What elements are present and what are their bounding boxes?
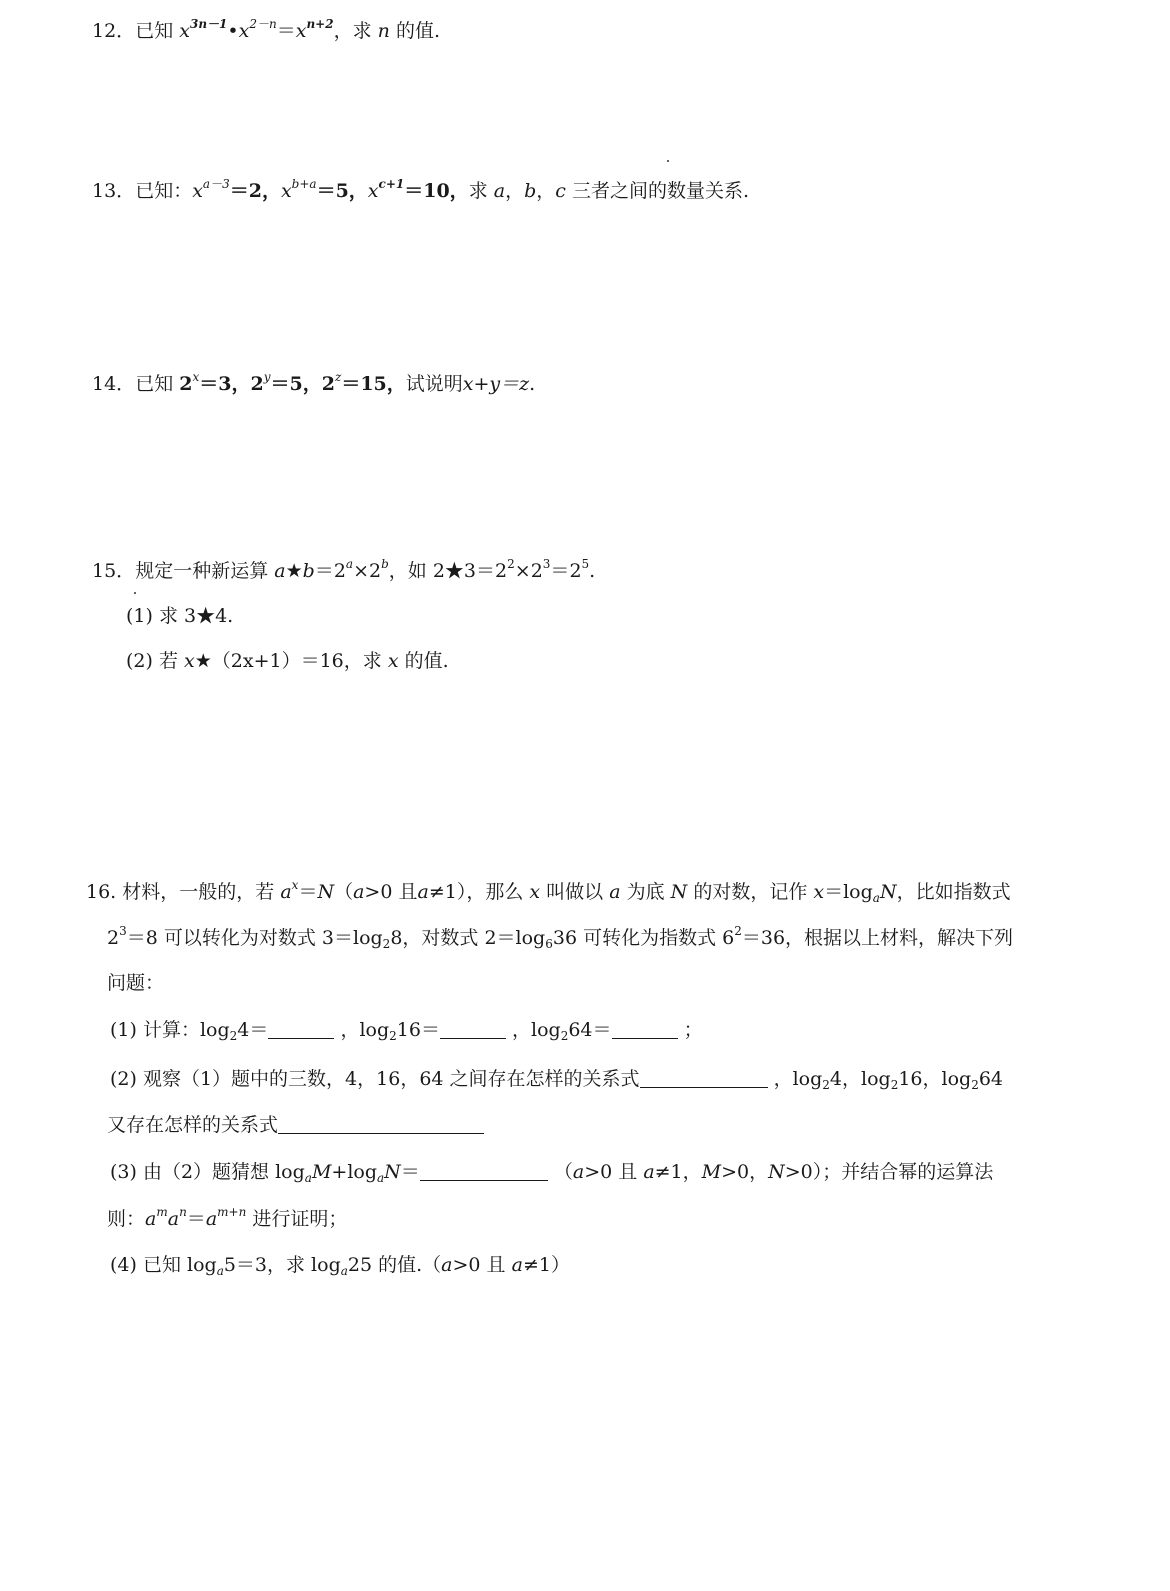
q16-p4-sub-a: a [216,1264,224,1278]
q16-l1-N: N [317,881,335,903]
q14-exp-y: y [263,370,271,384]
q13-text-relation: 三者之间的数量关系. [571,180,750,202]
q15-exp-three: 3 [542,557,551,571]
q16-p4-t3: 25 的值.（ [347,1254,442,1276]
q16-p3b-t2: ＝ [186,1208,206,1230]
q13-number: 13． [92,180,136,202]
q12-number: 12． [92,20,136,42]
q16-p1-blank-3[interactable] [612,1020,678,1039]
q16-p1-blank-1[interactable] [268,1020,334,1039]
q16-p3-N: N [384,1161,401,1183]
q16-l2-sup2: 2 [734,924,742,938]
q16-p2-blank-2[interactable] [278,1115,484,1134]
scan-speck [667,160,669,162]
q15-two-e: 2 [569,560,582,582]
q15-two-d: 2 [530,560,543,582]
q16-p3-blank[interactable] [420,1162,548,1181]
q16-p3b-a3: a [205,1208,218,1230]
q16-p3-M: M [311,1161,332,1183]
q13-exp-3: c+1 [378,177,405,191]
q12-exp-2: 2－n [249,17,277,31]
q15-p1-text: 求 3★4. [158,605,234,627]
q16-p3-label: (3) [110,1161,137,1183]
q16-p2-sub-b: 2 [890,1078,899,1092]
q16-l2-t3: 8，对数式 2＝log [390,927,546,949]
q13-var-x2: x [280,180,292,202]
question-16-line-2 [107,925,1013,951]
q14-base-3: 2 [321,373,335,395]
q14-base-1: 2 [179,373,193,395]
q15-example-lhs: 2★3 [432,560,477,582]
q13-exp-1: a－3 [202,177,230,191]
q12-var-n: n [377,20,390,42]
q13-exp-2: b+a [291,177,317,191]
question-16-part-1 [110,1017,703,1043]
q15-equals: ＝ [314,560,334,582]
question-13 [92,178,749,204]
q16-l3: 问题： [107,972,165,994]
q15-exp-b: b [381,557,389,571]
q16-p3-M2: M [701,1161,722,1183]
question-16-line-3 [107,970,164,996]
question-16-part-3 [110,1159,993,1185]
q15-exp-two: 2 [507,557,515,571]
q16-p1-t1: 计算：log [142,1019,230,1041]
q15-p2-value: 的值. [404,650,449,672]
q15-number: 15． [92,560,136,582]
q16-p1-blank-2[interactable] [440,1020,506,1039]
q16-l2-t4: 36 可转化为指数式 6 [552,927,735,949]
q15-star: ★ [285,560,303,582]
q16-p4-a2: a [511,1254,523,1276]
question-16-part-4 [110,1252,570,1278]
q12-equals: ＝ [276,20,296,42]
q16-l1-a: a [280,881,292,903]
q16-p1-t7: ； [683,1019,703,1041]
q16-p4-label: (4) [110,1254,137,1276]
q16-p3-sub-a: a [304,1171,312,1185]
q15-two-b: 2 [368,560,382,582]
q15-p2-label: (2) [126,650,153,672]
q16-p3-t1: 由（2）题猜想 log [142,1161,305,1183]
q16-p3b-t1: 则： [107,1208,146,1230]
q13-value-3: ＝10， [404,180,469,202]
q14-expression: x+y＝z [462,373,530,395]
q16-p1-t6: 64＝ [568,1019,612,1041]
q16-p2-t5: 64 [978,1068,1004,1090]
q13-text-known: 已知： [135,180,193,202]
q16-p3-N2: N [768,1161,785,1183]
q15-p2-expr: ★（2x+1）＝16，求 [194,650,382,672]
q15-exp-a: a [345,557,354,571]
q15-eq-1: ＝ [476,560,496,582]
q16-l1-t6: 叫做以 [546,881,604,903]
q16-p1-sub-b: 2 [389,1029,397,1043]
q16-l1-t9: ＝log [824,881,873,903]
q16-p4-a: a [441,1254,453,1276]
q16-l2-sub6: 6 [545,937,553,951]
q14-text-known: 已知 [135,373,174,395]
q16-p4-t4: >0 且 [452,1254,506,1276]
q16-l2-sup1: 3 [119,924,127,938]
q13-var-x3: x [367,180,379,202]
question-15-part-1 [126,603,233,629]
q16-p3-t8: >0）；并结合幂的运算法 [784,1161,994,1183]
q16-p2-t1: 观察（1）题中的三数，4，16，64 之间存在怎样的关系式 [142,1068,640,1090]
q16-p1-label: (1) [110,1019,137,1041]
q12-text-find: ，求 [333,20,372,42]
q13-var-a: a [493,180,506,202]
q16-p3b-t3: 进行证明； [252,1208,348,1230]
q12-var-x: x [179,20,190,42]
q16-p4-sub-a2: a [340,1264,348,1278]
q12-exp-3: n+2 [306,17,334,31]
q13-var-c: c [555,180,566,202]
q14-text-explain: 试说明 [405,373,463,395]
q16-p1-t3: ，log [340,1019,390,1041]
question-14 [92,371,535,397]
q15-end: . [589,560,596,582]
q13-text-find: 求 [468,180,488,202]
q16-p3-t5: >0 且 [584,1161,638,1183]
q15-exp-five: 5 [581,557,590,571]
q16-p3b-m: m [156,1205,168,1219]
question-16-part-2 [110,1066,1003,1092]
question-15-part-2 [126,648,449,674]
q16-p3-sub-a2: a [377,1171,385,1185]
q12-text-value: 的值. [395,20,440,42]
q16-l1-sub-a: a [872,891,880,905]
q16-p2-sub-a: 2 [822,1078,830,1092]
q16-p1-t5: ，log [512,1019,561,1041]
q12-text-known: 已知 [135,20,174,42]
q16-p4-t2: 5＝3，求 log [223,1254,341,1276]
scan-speck-2 [134,592,136,594]
q15-p2-var-x2: x [387,650,399,672]
q15-two-c: 2 [495,560,508,582]
q16-p2-t2: ，log [773,1068,823,1090]
q12-var-x3: x [295,20,307,42]
q14-exp-x: x [192,370,200,384]
q16-l1-t10: ，比如指数式 [896,881,1011,903]
q14-value-3: ＝15， [341,373,406,395]
q16-p3-t3: ＝ [400,1161,420,1183]
q15-times-2: × [514,560,531,582]
question-15 [92,558,595,584]
q15-text-example: ，如 [388,560,427,582]
q12-exp-1: 3n－1 [189,17,228,31]
question-16-line-1 [86,879,1011,905]
q16-p2-label: (2) [110,1068,137,1090]
q14-end: . [529,373,536,395]
q16-l2-t5: ＝36，根据以上材料，解决下列 [741,927,1014,949]
q16-p1-sub-c: 2 [560,1029,569,1043]
q16-number: 16. [86,881,117,903]
q16-l1-N2: N [670,881,688,903]
q16-l1-t5: ≠1），那么 [428,881,524,903]
q16-p2-sub-c: 2 [971,1078,979,1092]
q13-sep-2: ， [536,180,556,202]
q16-p3b-a2: a [167,1208,180,1230]
q16-p3-t2: +log [331,1161,378,1183]
q16-p3-a: a [572,1161,585,1183]
q15-eq-2: ＝ [550,560,570,582]
q16-p1-t2: 4＝ [237,1019,269,1041]
q13-value-1: ＝2， [229,180,281,202]
q16-p4-t1: 已知 log [142,1254,217,1276]
question-16-part-2b [107,1112,484,1138]
q16-p3-t6: ≠1， [654,1161,702,1183]
question-16-part-3b [107,1206,347,1232]
q16-l1-t4: >0 且 [364,881,418,903]
q16-p2b: 又存在怎样的关系式 [107,1114,279,1136]
q15-text-define: 规定一种新运算 [135,560,269,582]
q16-l1-x-exp: x [291,878,299,892]
q15-p2-if: 若 [158,650,178,672]
q15-var-a: a [274,560,286,582]
q16-l2-t1: 2 [107,927,120,949]
q15-two-a: 2 [333,560,346,582]
q16-p3-a2: a [643,1161,655,1183]
q12-dot-op: • [227,20,239,42]
q16-l1-a3: a [417,881,429,903]
q15-times: × [353,560,369,582]
q16-p3b-n: n [179,1205,187,1219]
q15-var-b: b [302,560,315,582]
q16-l1-t1: 材料，一般的，若 [122,881,275,903]
q13-sep-1: ， [505,180,525,202]
q16-l1-t7: 为底 [626,881,665,903]
q13-var-b: b [524,180,537,202]
q16-l1-N3: N [879,881,897,903]
q16-p3b-exp: m+n [217,1205,247,1219]
q16-p4-t5: ≠1） [522,1254,570,1276]
q16-p1-sub-a: 2 [229,1029,238,1043]
q12-var-x2: x [238,20,250,42]
q16-l1-a2: a [353,881,365,903]
q16-l2-t2: ＝8 可以转化为对数式 3＝log [126,927,383,949]
q16-l1-t8: 的对数，记作 [693,881,808,903]
q16-l1-x: x [529,881,541,903]
q16-l1-x2: x [813,881,825,903]
q14-base-2: 2 [250,373,264,395]
q16-p2-blank-1[interactable] [640,1069,768,1088]
q16-l2-sub2: 2 [382,937,391,951]
q16-p2-t3: 4，log [829,1068,891,1090]
q15-p2-var-x: x [184,650,195,672]
q16-p3-t4: （ [553,1161,573,1183]
question-12 [92,18,440,44]
q13-var-x: x [192,180,203,202]
q16-p2-t4: 16，log [898,1068,972,1090]
q13-value-2: ＝5， [316,180,368,202]
q16-p1-t4: 16＝ [396,1019,440,1041]
q16-l1-t3: （ [334,881,354,903]
q16-l1-t2: ＝ [298,881,318,903]
q14-value-2: ＝5， [270,373,322,395]
q15-p1-label: (1) [126,605,153,627]
q14-number: 14． [92,373,136,395]
q16-p3b-a: a [145,1208,157,1230]
q14-exp-z: z [334,370,342,384]
q16-p3-t7: >0， [721,1161,769,1183]
q14-value-1: ＝3， [199,373,251,395]
q16-l1-a4: a [609,881,621,903]
